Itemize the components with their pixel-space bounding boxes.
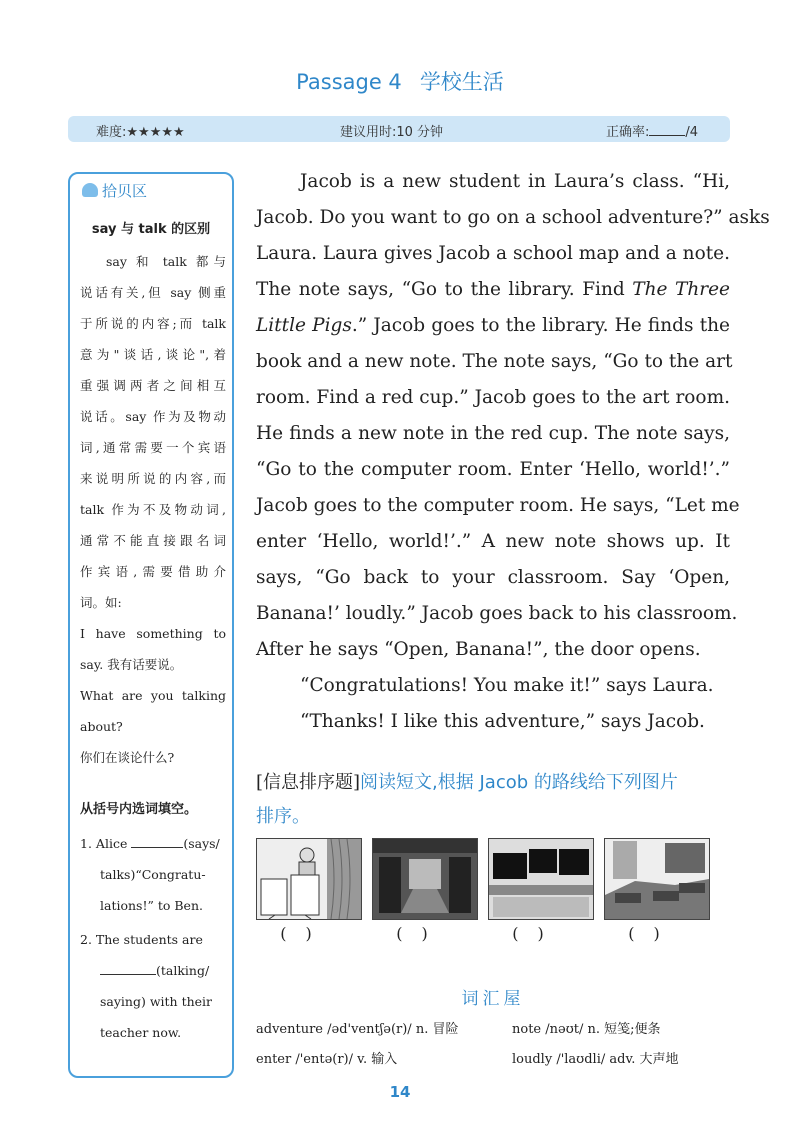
sidebar-line: 说话。say 作为及物动 [80, 409, 226, 424]
passage-line: “Go to the computer room. Enter ‘Hello, world!’.” [256, 459, 730, 480]
passage-line: Laura. Laura gives Jacob a school map and a note. [256, 243, 730, 264]
shell-icon [82, 183, 98, 197]
passage-line: The note says, “Go to the library. Find The Three [256, 279, 730, 300]
sidebar-line: 说话有关,但 say 侧重 [80, 285, 226, 300]
passage-line: Jacob is a new student in Laura’s class. “Hi, [300, 171, 730, 192]
sidebar-line: 意为"谈话,谈论",着 [80, 347, 226, 362]
passage-topic: 学校生活 [419, 70, 504, 94]
passage-label: Passage 4 [296, 70, 402, 94]
vocab-title: 词汇屋 [461, 989, 525, 1009]
passage-dialog: “Congratulations! You make it!” says Laura. [300, 675, 714, 696]
passage-line: Banana!’ loudly.” Jacob goes back to his classroom. [256, 603, 738, 624]
exercise-question-1: 1. Alice (says/ talks)“Congratu- lations!” to Ben. [80, 836, 220, 913]
answer-blank[interactable] [131, 847, 183, 848]
passage-dialog: “Thanks! I like this adventure,” says Jacob. [300, 711, 705, 732]
passage-line: He finds a new note in the red cup. The note says, [256, 423, 730, 444]
book-title: The Three [632, 279, 730, 300]
art-room-picture [256, 838, 362, 920]
page-number: 14 [389, 1083, 411, 1101]
vocab-item-note: note /nəʊt/ n. 短笺;便条 [512, 1022, 661, 1037]
sidebar-line: 作宾语,需要借助介 [80, 564, 226, 579]
sidebar-line: talk 作为不及物动词, [80, 502, 226, 517]
answer-blank[interactable] [100, 974, 156, 975]
computer-room-picture [488, 838, 594, 920]
question-type-label: [信息排序题] [256, 772, 361, 793]
sidebar-line: 来说明所说的内容,而 [80, 471, 226, 486]
vocab-item-loudly: loudly /'laʊdli/ adv. 大声地 [512, 1052, 679, 1067]
accuracy-blank[interactable] [649, 123, 685, 136]
answer-box-1[interactable]: ( ) [280, 924, 312, 943]
tips-sidebar [68, 172, 234, 1078]
sidebar-line: 通常不能直接跟名词 [80, 533, 226, 548]
question-number: 1. [80, 836, 92, 851]
question-number: 2. [80, 932, 92, 947]
passage-line: After he says “Open, Banana!”, the door opens. [256, 639, 701, 660]
passage-line: Jacob goes to the computer room. He says, “Let me [256, 495, 740, 516]
sidebar-heading: 拾贝区 [82, 180, 147, 201]
passage-line: says, “Go back to your classroom. Say ‘Open, [256, 567, 730, 588]
answer-box-4[interactable]: ( ) [628, 924, 660, 943]
sidebar-line: What are you talking [80, 688, 226, 703]
accuracy-label: 正确率: [606, 125, 650, 140]
sidebar-subheading: say 与 talk 的区别 [91, 222, 211, 237]
sidebar-line: 于所说的内容;而 talk [80, 316, 226, 331]
sidebar-line: about? [80, 719, 123, 734]
passage-line: Jacob. Do you want to go on a school adventure?” asks [256, 207, 770, 228]
answer-box-3[interactable]: ( ) [512, 924, 544, 943]
passage-line: Little Pigs.” Jacob goes to the library. He finds the [256, 315, 730, 336]
vocab-item-enter: enter /'entə(r)/ v. 输入 [256, 1052, 398, 1067]
accuracy-field [606, 121, 698, 140]
passage-line: book and a new note. The note says, “Go to the art [256, 351, 733, 372]
reading-passage [256, 164, 770, 740]
sidebar-line: 你们在谈论什么? [80, 750, 175, 765]
passage-line: room. Find a red cup.” Jacob goes to the art room. [256, 387, 730, 408]
sidebar-line: 词,通常需要一个宾语 [80, 440, 226, 455]
difficulty-rating: 难度:★★★★★ [96, 125, 185, 140]
answer-box-2[interactable]: ( ) [396, 924, 428, 943]
accuracy-total: /4 [685, 125, 699, 140]
exercise-title: 从括号内选词填空。 [80, 802, 198, 817]
sidebar-line: say. 我有话要说。 [80, 657, 183, 672]
suggested-time: 建议用时:10 分钟 [340, 125, 444, 140]
info-bar [68, 116, 730, 142]
library-picture [372, 838, 478, 920]
classroom-picture [604, 838, 710, 920]
sidebar-line: say 和 talk 都与 [106, 254, 226, 269]
sidebar-explanation [80, 246, 226, 773]
vocab-item-adventure: adventure /əd'ventʃə(r)/ n. 冒险 [256, 1022, 459, 1037]
page-title [0, 66, 800, 96]
sidebar-line: 重强调两者之间相互 [80, 378, 226, 393]
sidebar-line: 词。如: [80, 595, 122, 610]
book-title: Little Pigs [256, 315, 352, 336]
passage-line: enter ‘Hello, world!’.” A new note shows up. It [256, 531, 730, 552]
exercise-question-2: 2. The students are (talking/ saying) with their teacher now. [80, 932, 213, 1040]
question-instruction: [信息排序题]阅读短文,根据 Jacob 的路线给下列图片 排序。 [256, 772, 678, 827]
sidebar-line: I have something to [80, 626, 226, 641]
